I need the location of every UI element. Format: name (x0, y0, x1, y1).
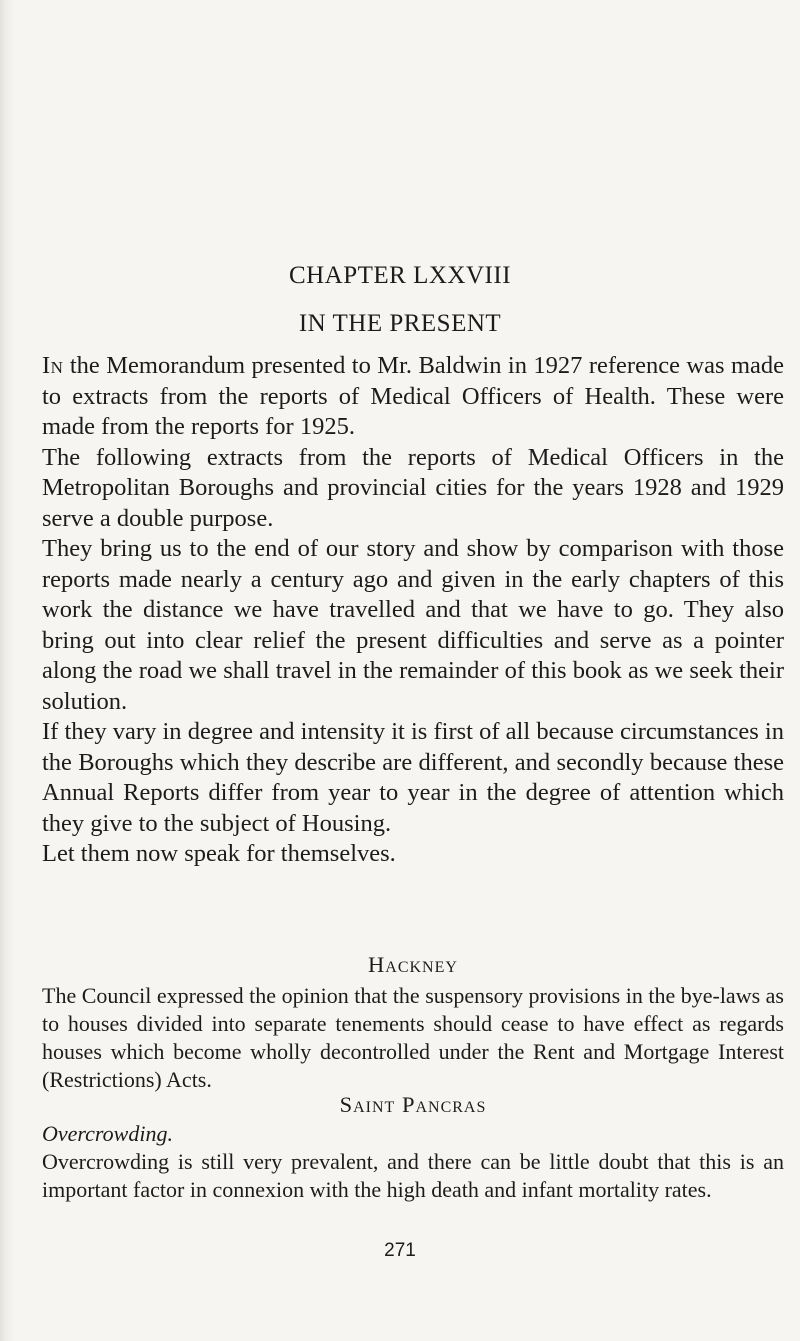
chapter-number: CHAPTER LXXVIII (288, 262, 512, 289)
section-text: Overcrowding is still very prevalent, and there can be little doubt that this is an important factor in connexion with the high death and infant mortality rates. (42, 1149, 784, 1202)
section-text: The Council expressed the opinion that the suspensory provisions in the bye-laws as to houses divided into separate tenements should cease to have effect as regards houses which become wholly decontrolled under the Rent and Mortgage Interest (Restrictions) Acts. (42, 983, 784, 1092)
intro-paragraph-4: If they vary in degree and intensity it is first of all because circumstances in the Boroughs which they describe are different, and secondly because these Annual Reports differ from year to year in the degree of attention which they give to the subject of Housing. (42, 718, 784, 837)
section-subheading: Overcrowding. (42, 1121, 173, 1146)
intro-paragraph-1-text: the Memorandum presented to Mr. Baldwin in 1927 reference was made to extracts from the reports of Medical Officers of Health. These were made from the reports for 1925. (42, 352, 784, 440)
section-hackney (42, 952, 784, 1094)
intro-paragraph-1 (42, 351, 784, 443)
lead-word: In (42, 352, 64, 379)
intro-body (42, 351, 784, 870)
intro-paragraph-5: Let them now speak for themselves. (42, 840, 396, 867)
intro-paragraph-3: They bring us to the end of our story and show by comparison with those reports made nearly a century ago and given in the early chapters of this work the distance we have travelled and that we have to go. They also bring out into clear relief the present difficulties and serve as a pointer along the road we shall travel in the remainder of this book as we seek their solution. (42, 535, 784, 715)
intro-paragraph-2: The following extracts from the reports of Medical Officers in the Metropolitan Boroughs and provincial cities for the years 1928 and 1929 serve a double purpose. (42, 443, 784, 532)
section-heading: Saint Pancras (339, 1092, 487, 1117)
section-heading: Hackney (368, 952, 458, 977)
section-saint-pancras (42, 1092, 784, 1204)
chapter-title: IN THE PRESENT (298, 310, 502, 337)
page-number: 271 (384, 1240, 416, 1261)
